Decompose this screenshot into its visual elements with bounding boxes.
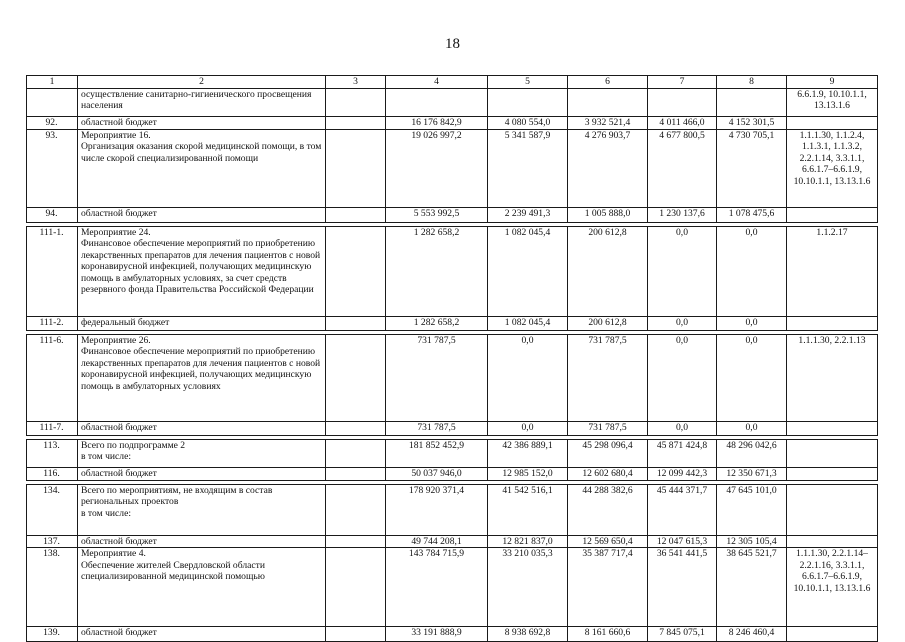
row-number: 116. bbox=[27, 468, 78, 481]
header-cell: 1 bbox=[27, 76, 78, 89]
column-6-value: 200 612,8 bbox=[568, 317, 648, 331]
row-description: областной бюджет bbox=[78, 468, 326, 481]
column-4-value: 143 784 715,9 bbox=[386, 548, 488, 627]
column-8-value: 1 078 475,6 bbox=[717, 208, 787, 223]
column-4-value: 5 553 992,5 bbox=[386, 208, 488, 223]
target-indicator-codes bbox=[787, 317, 878, 331]
column-3-value bbox=[326, 468, 386, 481]
column-7-value: 0,0 bbox=[648, 335, 717, 422]
target-indicator-codes: 1.1.1.30, 1.1.2.4, 1.1.3.1, 1.1.3.2, 2.2.1.14, 3.3.1.1, 6.6.1.7–6.6.1.9, 10.10.1.1, 13.13.1.6 bbox=[787, 130, 878, 208]
column-3-value bbox=[326, 130, 386, 208]
row-description: Мероприятие 26. Финансовое обеспечение мероприятий по приобретению лекарственных препаратов для лечения пациентов с новой коронавирусной инфекцией, получающих медицинскую помощь в амбулаторных условиях bbox=[78, 335, 326, 422]
target-indicator-codes bbox=[787, 117, 878, 130]
column-7-value: 45 444 371,7 bbox=[648, 485, 717, 536]
column-6-value bbox=[568, 89, 648, 117]
column-5-value: 12 821 837,0 bbox=[488, 536, 568, 548]
column-3-value bbox=[326, 335, 386, 422]
target-indicator-codes: 1.1.1.30, 2.2.1.13 bbox=[787, 335, 878, 422]
column-5-value: 1 082 045,4 bbox=[488, 227, 568, 317]
table-row bbox=[27, 536, 878, 548]
table-row bbox=[27, 468, 878, 481]
table-row bbox=[27, 117, 878, 130]
column-7-value: 0,0 bbox=[648, 422, 717, 436]
header-cell: 6 bbox=[568, 76, 648, 89]
column-6-value: 1 005 888,0 bbox=[568, 208, 648, 223]
column-8-value bbox=[717, 89, 787, 117]
row-number bbox=[27, 89, 78, 117]
column-8-value: 48 296 042,6 bbox=[717, 440, 787, 468]
column-4-value: 731 787,5 bbox=[386, 422, 488, 436]
column-3-value bbox=[326, 208, 386, 223]
column-3-value bbox=[326, 227, 386, 317]
row-number: 93. bbox=[27, 130, 78, 208]
column-6-value: 8 161 660,6 bbox=[568, 627, 648, 642]
column-7-value: 36 541 441,5 bbox=[648, 548, 717, 627]
table-row bbox=[27, 317, 878, 331]
column-8-value: 12 350 671,3 bbox=[717, 468, 787, 481]
column-8-value: 38 645 521,7 bbox=[717, 548, 787, 627]
column-7-value: 0,0 bbox=[648, 227, 717, 317]
table-row bbox=[27, 548, 878, 627]
header-cell: 3 bbox=[326, 76, 386, 89]
column-4-value: 50 037 946,0 bbox=[386, 468, 488, 481]
column-3-value bbox=[326, 485, 386, 536]
target-indicator-codes bbox=[787, 485, 878, 536]
column-4-value: 19 026 997,2 bbox=[386, 130, 488, 208]
row-number: 137. bbox=[27, 536, 78, 548]
column-3-value bbox=[326, 548, 386, 627]
budget-table bbox=[26, 75, 878, 642]
row-number: 94. bbox=[27, 208, 78, 223]
row-description: областной бюджет bbox=[78, 208, 326, 223]
row-description: областной бюджет bbox=[78, 627, 326, 642]
column-6-value: 4 276 903,7 bbox=[568, 130, 648, 208]
column-3-value bbox=[326, 536, 386, 548]
column-4-value: 33 191 888,9 bbox=[386, 627, 488, 642]
column-6-value: 44 288 382,6 bbox=[568, 485, 648, 536]
column-4-value bbox=[386, 89, 488, 117]
column-4-value: 1 282 658,2 bbox=[386, 317, 488, 331]
row-description: федеральный бюджет bbox=[78, 317, 326, 331]
column-7-value: 0,0 bbox=[648, 317, 717, 331]
row-number: 138. bbox=[27, 548, 78, 627]
column-7-value: 45 871 424,8 bbox=[648, 440, 717, 468]
column-5-value: 12 985 152,0 bbox=[488, 468, 568, 481]
table-row bbox=[27, 440, 878, 468]
column-6-value: 731 787,5 bbox=[568, 422, 648, 436]
target-indicator-codes: 1.1.1.30, 2.2.1.14–2.2.1.16, 3.3.1.1, 6.6.1.7–6.6.1.9, 10.10.1.1, 13.13.1.6 bbox=[787, 548, 878, 627]
table-row bbox=[27, 208, 878, 223]
row-description: Мероприятие 4. Обеспечение жителей Свердловской области специализированной медицинской помощью bbox=[78, 548, 326, 627]
column-8-value: 4 152 301,5 bbox=[717, 117, 787, 130]
column-7-value: 4 677 800,5 bbox=[648, 130, 717, 208]
table-row bbox=[27, 422, 878, 436]
column-4-value: 1 282 658,2 bbox=[386, 227, 488, 317]
row-description: областной бюджет bbox=[78, 536, 326, 548]
column-6-value: 12 602 680,4 bbox=[568, 468, 648, 481]
row-description: Мероприятие 24. Финансовое обеспечение мероприятий по приобретению лекарственных препаратов для лечения пациентов с новой коронавирусной инфекцией, получающих медицинскую помощь в амбулаторных условиях, за счет средств резервного фонда Правительства Российской Федерации bbox=[78, 227, 326, 317]
column-3-value bbox=[326, 89, 386, 117]
column-6-value: 731 787,5 bbox=[568, 335, 648, 422]
header-row bbox=[27, 76, 878, 89]
column-5-value: 41 542 516,1 bbox=[488, 485, 568, 536]
table-row bbox=[27, 485, 878, 536]
column-5-value: 4 080 554,0 bbox=[488, 117, 568, 130]
column-5-value: 33 210 035,3 bbox=[488, 548, 568, 627]
row-number: 113. bbox=[27, 440, 78, 468]
header-cell: 9 bbox=[787, 76, 878, 89]
column-7-value: 1 230 137,6 bbox=[648, 208, 717, 223]
target-indicator-codes bbox=[787, 208, 878, 223]
table-row bbox=[27, 130, 878, 208]
column-7-value: 4 011 466,0 bbox=[648, 117, 717, 130]
column-5-value: 5 341 587,9 bbox=[488, 130, 568, 208]
column-4-value: 181 852 452,9 bbox=[386, 440, 488, 468]
column-7-value: 7 845 075,1 bbox=[648, 627, 717, 642]
row-number: 134. bbox=[27, 485, 78, 536]
row-description: осуществление санитарно-гигиенического просвещения населения bbox=[78, 89, 326, 117]
row-description: Всего по подпрограмме 2 в том числе: bbox=[78, 440, 326, 468]
column-3-value bbox=[326, 422, 386, 436]
column-4-value: 178 920 371,4 bbox=[386, 485, 488, 536]
row-number: 92. bbox=[27, 117, 78, 130]
target-indicator-codes bbox=[787, 440, 878, 468]
column-6-value: 12 569 650,4 bbox=[568, 536, 648, 548]
column-8-value: 0,0 bbox=[717, 227, 787, 317]
column-3-value bbox=[326, 317, 386, 331]
row-number: 139. bbox=[27, 627, 78, 642]
table-row bbox=[27, 335, 878, 422]
column-8-value: 4 730 705,1 bbox=[717, 130, 787, 208]
row-description: областной бюджет bbox=[78, 117, 326, 130]
column-5-value: 8 938 692,8 bbox=[488, 627, 568, 642]
column-5-value bbox=[488, 89, 568, 117]
header-cell: 7 bbox=[648, 76, 717, 89]
header-cell: 5 bbox=[488, 76, 568, 89]
row-number: 111-6. bbox=[27, 335, 78, 422]
target-indicator-codes bbox=[787, 536, 878, 548]
table-row bbox=[27, 89, 878, 117]
table-row bbox=[27, 227, 878, 317]
column-5-value: 0,0 bbox=[488, 422, 568, 436]
column-8-value: 12 305 105,4 bbox=[717, 536, 787, 548]
column-7-value: 12 099 442,3 bbox=[648, 468, 717, 481]
column-8-value: 47 645 101,0 bbox=[717, 485, 787, 536]
column-3-value bbox=[326, 440, 386, 468]
row-number: 111-2. bbox=[27, 317, 78, 331]
column-7-value: 12 047 615,3 bbox=[648, 536, 717, 548]
column-8-value: 8 246 460,4 bbox=[717, 627, 787, 642]
column-8-value: 0,0 bbox=[717, 422, 787, 436]
column-6-value: 3 932 521,4 bbox=[568, 117, 648, 130]
header-cell: 2 bbox=[78, 76, 326, 89]
column-5-value: 2 239 491,3 bbox=[488, 208, 568, 223]
column-8-value: 0,0 bbox=[717, 335, 787, 422]
row-description: Всего по мероприятиям, не входящим в состав региональных проектов в том числе: bbox=[78, 485, 326, 536]
row-number: 111-7. bbox=[27, 422, 78, 436]
header-cell: 8 bbox=[717, 76, 787, 89]
target-indicator-codes: 1.1.2.17 bbox=[787, 227, 878, 317]
row-description: областной бюджет bbox=[78, 422, 326, 436]
header-cell: 4 bbox=[386, 76, 488, 89]
column-4-value: 16 176 842,9 bbox=[386, 117, 488, 130]
column-6-value: 200 612,8 bbox=[568, 227, 648, 317]
target-indicator-codes bbox=[787, 422, 878, 436]
column-5-value: 42 386 889,1 bbox=[488, 440, 568, 468]
column-6-value: 45 298 096,4 bbox=[568, 440, 648, 468]
target-indicator-codes: 6.6.1.9, 10.10.1.1, 13.13.1.6 bbox=[787, 89, 878, 117]
column-5-value: 0,0 bbox=[488, 335, 568, 422]
column-5-value: 1 082 045,4 bbox=[488, 317, 568, 331]
page-number: 18 bbox=[445, 36, 460, 52]
column-8-value: 0,0 bbox=[717, 317, 787, 331]
column-4-value: 49 744 208,1 bbox=[386, 536, 488, 548]
target-indicator-codes bbox=[787, 468, 878, 481]
column-7-value bbox=[648, 89, 717, 117]
row-description: Мероприятие 16. Организация оказания скорой медицинской помощи, в том числе скорой специализированной помощи bbox=[78, 130, 326, 208]
column-4-value: 731 787,5 bbox=[386, 335, 488, 422]
row-number: 111-1. bbox=[27, 227, 78, 317]
column-3-value bbox=[326, 117, 386, 130]
column-6-value: 35 387 717,4 bbox=[568, 548, 648, 627]
table-body bbox=[27, 76, 878, 642]
